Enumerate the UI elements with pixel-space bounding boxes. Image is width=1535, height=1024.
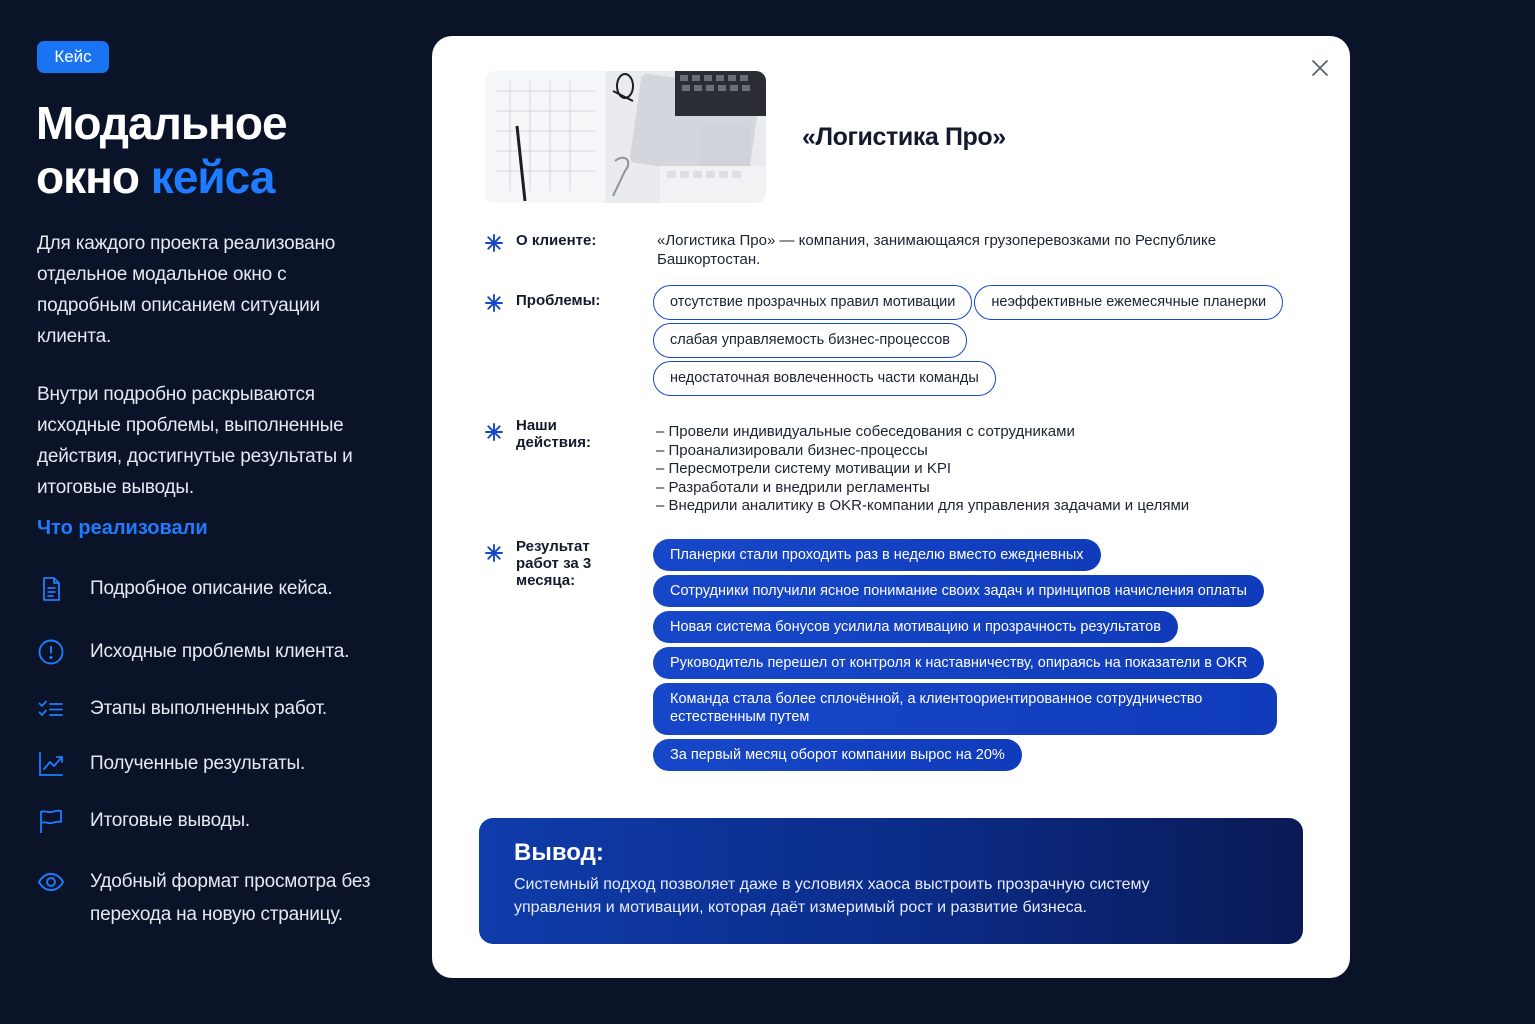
intro-paragraph-2: Внутри подробно раскрываются исходные проблемы, выполненные действия, достигнутые результаты и итоговые выводы.	[37, 384, 353, 498]
problem-tag: слабая управляемость бизнес-процессов	[653, 323, 967, 358]
feature-label: Исходные проблемы клиента.	[90, 641, 350, 662]
flag-icon	[37, 807, 65, 835]
feature-item	[37, 868, 377, 931]
feature-item	[37, 638, 377, 668]
case-modal	[432, 36, 1350, 978]
company-name: «Логистика Про»	[802, 123, 1006, 151]
page-title	[36, 96, 396, 204]
result-pill: Сотрудники получили ясное понимание своих задач и принципов начисления оплаты	[653, 575, 1264, 607]
problem-tag: недостаточная вовлеченность части команды	[653, 361, 996, 396]
asterisk-icon	[485, 234, 503, 252]
action-item: – Разработали и внедрили регламенты	[656, 478, 930, 496]
conclusion-box	[479, 818, 1303, 944]
conclusion-text: Системный подход позволяет даже в условиях хаоса выстроить прозрачную систему управления и мотивации, которая даёт измеримый рост и развитие бизнеса.	[514, 876, 1150, 916]
trend-chart-icon	[37, 750, 65, 778]
result-pill: Планерки стали проходить раз в неделю вместо ежедневных	[653, 539, 1101, 571]
asterisk-icon	[485, 294, 503, 312]
client-label-row	[485, 232, 616, 252]
case-image	[485, 71, 766, 203]
result-pill: За первый месяц оборот компании вырос на 20%	[653, 739, 1022, 771]
results-label-row	[485, 538, 606, 589]
close-icon[interactable]	[1310, 58, 1330, 78]
case-badge: Кейс	[37, 41, 109, 73]
action-item: – Пересмотрели систему мотивации и KPI	[656, 460, 952, 478]
client-description: «Логистика Про» — компания, занимающаяся грузоперевозками по Республике Башкортостан.	[657, 232, 1217, 268]
title-line-2	[36, 150, 396, 204]
feature-item	[37, 750, 377, 780]
results-list	[653, 539, 1303, 775]
results-label: Результат работ за 3 месяца:	[516, 538, 592, 589]
action-item: – Провели индивидуальные собеседования с сотрудниками	[656, 423, 1075, 440]
result-pill: Новая система бонусов усилила мотивацию и прозрачность результатов	[653, 611, 1178, 643]
asterisk-icon	[485, 544, 503, 562]
eye-icon	[37, 868, 65, 896]
client-label: О клиенте:	[516, 232, 597, 249]
feature-item	[37, 575, 377, 605]
feature-label: Итоговые выводы.	[90, 810, 250, 831]
problem-tag: неэффективные ежемесячные планерки	[974, 285, 1283, 320]
features-title: Что реализовали	[37, 517, 208, 539]
alert-circle-icon	[37, 638, 65, 666]
feature-label: Полученные результаты.	[90, 753, 306, 774]
conclusion-title: Вывод:	[514, 839, 604, 866]
result-pill: Команда стала более сплочённой, а клиентоориентированное сотрудничество естественным путем	[653, 683, 1277, 735]
problems-label: Проблемы:	[516, 292, 601, 309]
action-item: – Внедрили аналитику в OKR-компании для управления задачами и целями	[656, 497, 1190, 515]
feature-label: Подробное описание кейса.	[90, 578, 333, 599]
title-plain: окно	[36, 151, 151, 203]
intro-paragraph-1: Для каждого проекта реализовано отдельное модальное окно с подробным описанием ситуации клиента.	[37, 233, 336, 347]
problem-tag: отсутствие прозрачных правил мотивации	[653, 285, 972, 320]
title-line-1: Модальное	[36, 97, 287, 149]
actions-list	[656, 423, 1189, 516]
actions-label-row	[485, 417, 596, 451]
actions-label: Наши действия:	[516, 417, 591, 451]
asterisk-icon	[485, 423, 503, 441]
title-accent: кейса	[150, 151, 275, 203]
document-icon	[37, 575, 65, 603]
problems-label-row	[485, 292, 616, 312]
feature-item	[37, 807, 377, 837]
feature-item	[37, 695, 377, 725]
checklist-icon	[37, 695, 65, 723]
problems-tags	[653, 285, 1303, 399]
feature-label: Удобный формат просмотра без перехода на новую страницу.	[90, 871, 371, 925]
feature-label: Этапы выполненных работ.	[90, 698, 327, 719]
intro-text	[37, 228, 387, 530]
result-pill: Руководитель перешел от контроля к наставничеству, опираясь на показатели в OKR	[653, 647, 1264, 679]
action-item: – Проанализировали бизнес-процессы	[656, 441, 928, 459]
